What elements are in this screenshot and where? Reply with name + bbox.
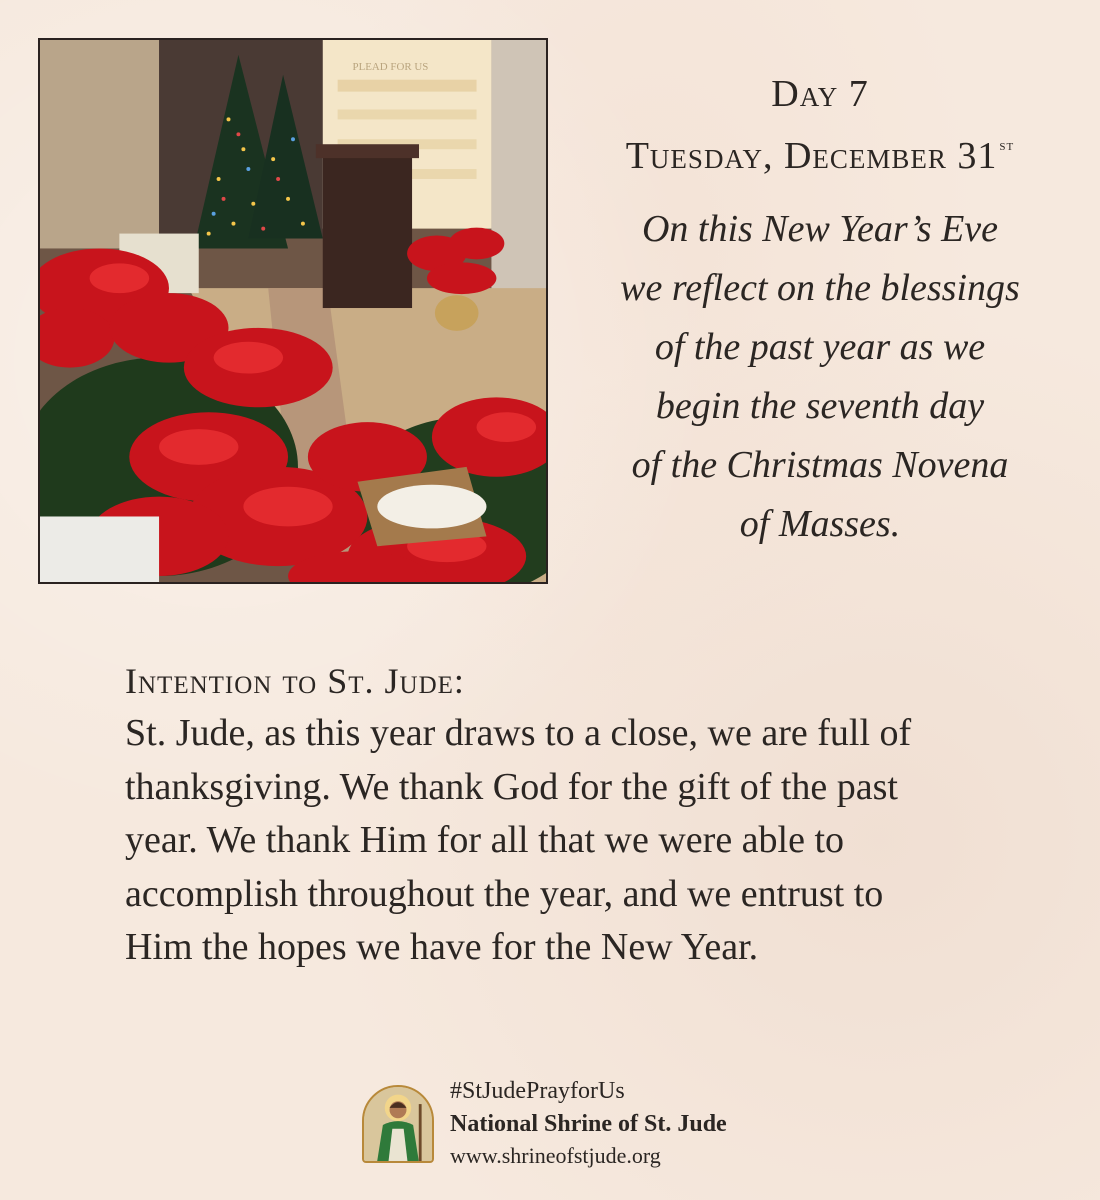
intention-title: Intention to St. Jude: bbox=[125, 661, 465, 701]
intention-body: St. Jude, as this year draws to a close, we are full of thanksgiving. We thank God for the gift of the past year. We thank Him for all that we were able to accomplish throughout the year, and we entrust to Him the hopes we have for the New Year. bbox=[125, 712, 912, 968]
hashtag: #StJudePrayforUs bbox=[450, 1078, 625, 1104]
day-number: Day 7 bbox=[771, 73, 869, 115]
reflection-text: On this New Year’s Eve we reflect on the blessings of the past year as we begin the seventh day of the Christmas Novena of Masses. bbox=[620, 208, 1020, 545]
date-heading bbox=[560, 122, 1080, 180]
photo-illustration bbox=[40, 40, 546, 582]
footer-text bbox=[450, 1075, 727, 1171]
shrine-name: National Shrine of St. Jude bbox=[450, 1111, 727, 1137]
date-text: Tuesday, December 31 bbox=[625, 135, 998, 177]
photo-sign: PLEAD FOR US bbox=[352, 60, 429, 73]
heading-block bbox=[560, 70, 1080, 554]
footer bbox=[362, 1075, 782, 1170]
st-jude-seal-icon bbox=[362, 1085, 434, 1163]
poinsettia-photo bbox=[38, 38, 548, 584]
website-link[interactable]: www.shrineofstjude.org bbox=[450, 1143, 661, 1168]
intention-section bbox=[125, 655, 1025, 975]
date-suffix: st bbox=[999, 138, 1015, 154]
